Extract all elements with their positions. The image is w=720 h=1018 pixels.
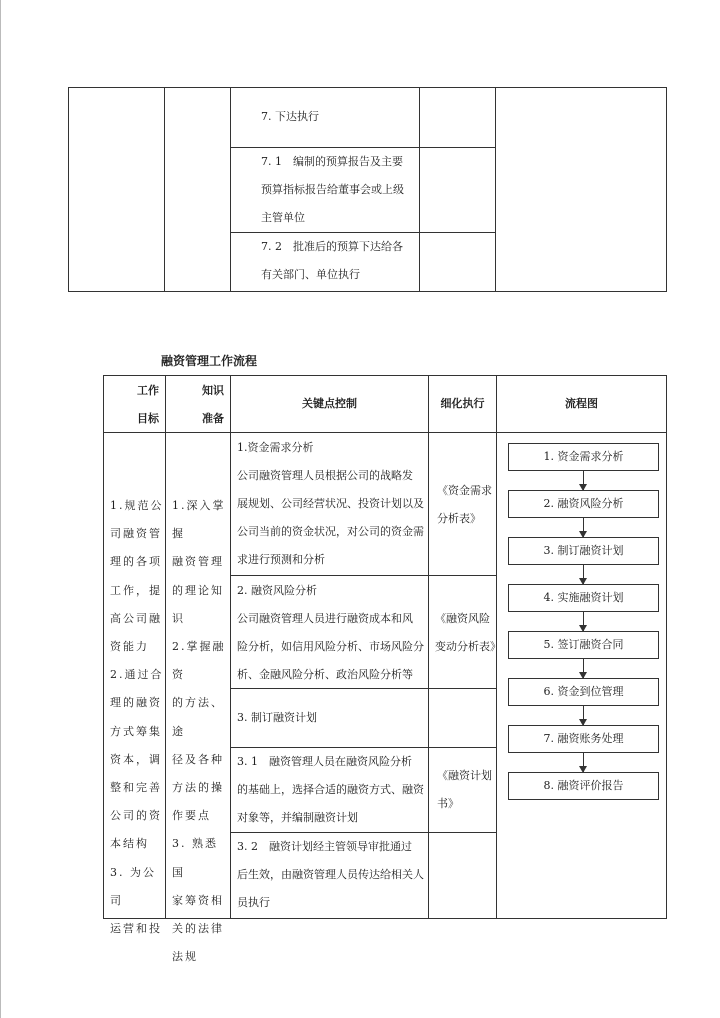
flow-step: 6. 资金到位管理 — [508, 678, 659, 706]
arrow-down-icon — [583, 659, 584, 678]
arrow-down-icon — [583, 565, 584, 584]
arrow-down-icon — [583, 518, 584, 537]
flow-step: 3. 制订融资计划 — [508, 537, 659, 565]
top-table-flow-cell — [495, 87, 667, 292]
arrow-down-icon — [583, 753, 584, 772]
section-title: 融资管理工作流程 — [161, 354, 258, 368]
control-row: 2. 融资风险分析 公司融资管理人员进行融资成本和风 险分析，如信用风险分析、市场风险分 析、金融风险分析、政治风险分析等 — [230, 575, 429, 689]
top-table-exec-cell — [419, 147, 496, 233]
header-flow: 流程图 — [496, 375, 667, 433]
header-knowledge: 知识 准备 — [165, 375, 231, 433]
control-row: 3. 制订融资计划 — [230, 688, 429, 748]
knowledge-cell: 1.深入掌握 融资管理 的理论知 识 2.掌握融资 的方法、途 径及各种 方法的操 作要点 3. 熟悉国 家筹资相 关的法律 法规 — [165, 432, 231, 919]
top-table-exec-cell — [419, 87, 496, 148]
flow-step: 7. 融资账务处理 — [508, 725, 659, 753]
execution-cell — [428, 688, 497, 748]
arrow-down-icon — [583, 706, 584, 725]
control-row: 3. 1 融资管理人员在融资风险分析 的基础上，选择合适的融资方式、融资 对象等，并编制融资计划 — [230, 747, 429, 833]
control-row: 3. 2 融资计划经主管领导审批通过 后生效，由融资管理人员传达给相关人 员执行 — [230, 832, 429, 919]
header-goal: 工作 目标 — [103, 375, 166, 433]
header-execution: 细化执行 — [428, 375, 497, 433]
flow-step: 1. 资金需求分析 — [508, 443, 659, 471]
arrow-down-icon — [583, 471, 584, 490]
control-row: 1.资金需求分析 公司融资管理人员根据公司的战略发 展规划、公司经营状况、投资计划以及 公司当前的资金状况，对公司的资金需 求进行预测和分析 — [230, 432, 429, 576]
flow-step: 5. 签订融资合同 — [508, 631, 659, 659]
execution-cell: 《融资风险 变动分析表》 — [428, 575, 497, 689]
header-control: 关键点控制 — [230, 375, 429, 433]
goal-cell: 1.规范公 司融资管 理的各项 工作，提 高公司融 资能力 2.通过合 理的融资 方式筹集 资本，调 整和完善 公司的资 本结构 3. 为公司 运营和投 — [103, 432, 166, 919]
execution-cell — [428, 832, 497, 919]
top-table-goal-cell — [68, 87, 165, 292]
flow-step: 2. 融资风险分析 — [508, 490, 659, 518]
top-table-knowledge-cell — [164, 87, 231, 292]
top-table-control-row: 7. 2 批准后的预算下达给各 有关部门、单位执行 — [230, 232, 420, 292]
top-table-control-row: 7. 1 编制的预算报告及主要 预算指标报告给董事会或上级 主管单位 — [230, 147, 420, 233]
top-table-exec-cell — [419, 232, 496, 292]
arrow-down-icon — [583, 612, 584, 631]
flow-step: 4. 实施融资计划 — [508, 584, 659, 612]
flow-step: 8. 融资评价报告 — [508, 772, 659, 800]
execution-cell: 《资金需求 分析表》 — [428, 432, 497, 576]
execution-cell: 《融资计划 书》 — [428, 747, 497, 833]
top-table-control-row: 7. 下达执行 — [230, 87, 420, 148]
